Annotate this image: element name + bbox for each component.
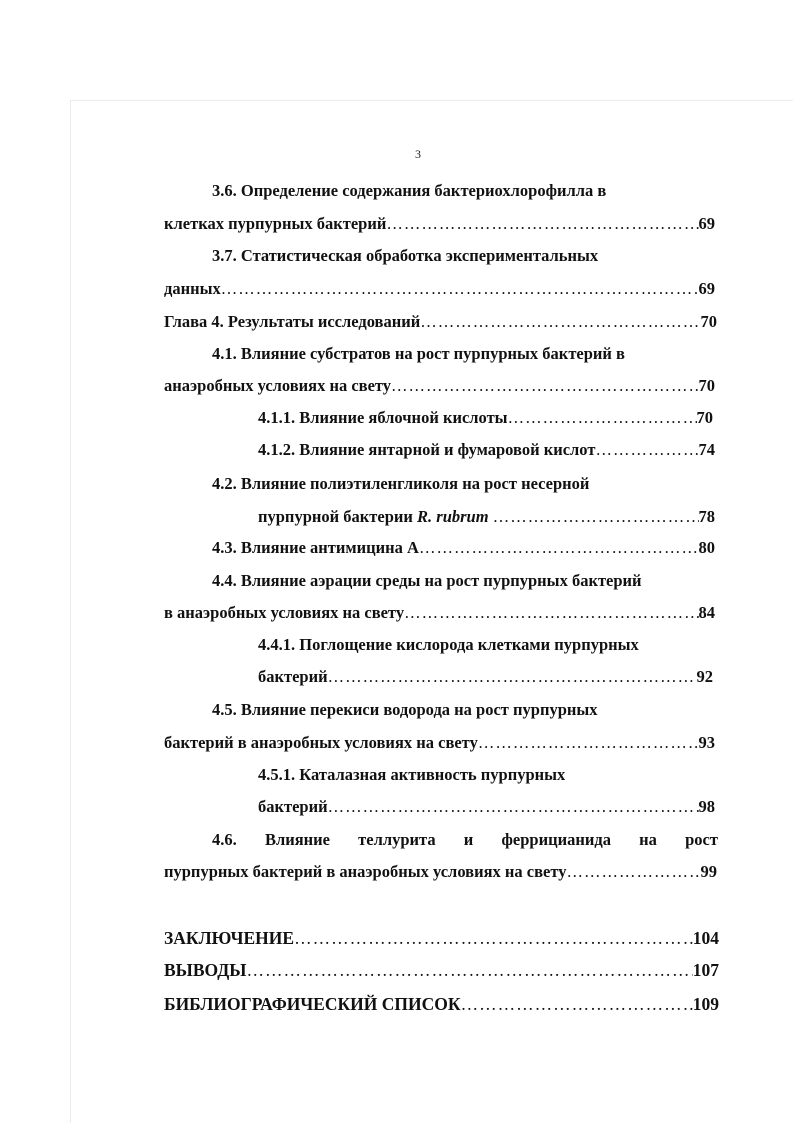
toc-4-5-1-entry [258, 797, 715, 823]
toc-4-6-word: рост [685, 830, 718, 849]
toc-findings-entry [164, 960, 719, 986]
toc-4-6-line2: пурпурных бактерий в анаэробных условиях на свету [164, 862, 567, 881]
toc-4-6-word: феррицианида [501, 830, 611, 849]
toc-4-4-entry [164, 603, 715, 629]
toc-4-5-1-line1: 4.5.1. Каталазная активность пурпурных [258, 765, 566, 784]
toc-conclusion-entry [164, 928, 719, 954]
toc-4-1-2-title: 4.1.2. Влияние янтарной и фумаровой кислот [258, 440, 596, 459]
toc-4-1-1-entry [258, 408, 713, 434]
toc-4-1-1-title: 4.1.1. Влияние яблочной кислоты [258, 408, 508, 427]
dot-leader [404, 603, 698, 623]
toc-4-5-1-page: 98 [698, 797, 715, 816]
toc-4-6-word: и [463, 830, 474, 849]
toc-conclusion-page: 104 [692, 928, 719, 948]
dot-leader [508, 408, 697, 428]
toc-chapter-4-entry [164, 312, 717, 338]
toc-3-7-line2: данных [164, 279, 221, 298]
toc-4-4-page: 84 [698, 603, 715, 622]
dot-leader [461, 994, 693, 1015]
toc-bibliography-title: БИБЛИОГРАФИЧЕСКИЙ СПИСОК [164, 994, 461, 1014]
dot-leader [328, 667, 697, 687]
toc-3-7-entry [164, 279, 715, 305]
toc-4-4-1-entry [258, 667, 713, 693]
dot-leader [566, 862, 700, 882]
toc-4-5-line1: 4.5. Влияние перекиси водорода на рост пурпурных [212, 700, 598, 719]
toc-3-7-page: 69 [698, 279, 715, 298]
dot-leader [419, 538, 699, 558]
toc-4-3-title: 4.3. Влияние антимицина А [212, 538, 419, 557]
toc-4-2-line1: 4.2. Влияние полиэтиленгликоля на рост несерной [212, 474, 590, 493]
toc-4-6-word: 4.6. [212, 830, 237, 849]
dot-leader [478, 733, 699, 753]
toc-4-2-page: 78 [698, 507, 715, 526]
toc-4-5-page: 93 [698, 733, 715, 752]
dot-leader [247, 960, 693, 981]
toc-4-5-entry [164, 733, 715, 759]
toc-findings-title: ВЫВОДЫ [164, 960, 247, 980]
toc-4-6-word: на [639, 830, 657, 849]
toc-4-3-entry [212, 538, 715, 564]
toc-4-6-entry [164, 862, 717, 888]
toc-4-1-entry [164, 376, 715, 402]
toc-4-6-page: 99 [700, 862, 717, 881]
dot-leader [386, 214, 698, 234]
toc-4-5-line2: бактерий в анаэробных условиях на свету [164, 733, 478, 752]
toc-4-6-line1 [212, 830, 718, 856]
toc-3-6-line1: 3.6. Определение содержания бактериохлорофилла в [212, 181, 607, 200]
toc-4-5-1-line2: бактерий [258, 797, 328, 816]
dot-leader [328, 797, 699, 817]
toc-4-4-1-line2: бактерий [258, 667, 328, 686]
toc-conclusion-title: ЗАКЛЮЧЕНИЕ [164, 928, 295, 948]
toc-bibliography-page: 109 [692, 994, 719, 1014]
dot-leader [493, 507, 699, 527]
toc-4-4-line2: в анаэробных условиях на свету [164, 603, 405, 622]
toc-4-4-1-page: 92 [696, 667, 713, 686]
page-number: 3 [415, 147, 421, 161]
toc-4-2-entry [258, 507, 715, 533]
toc-4-2-species: R. rubrum [417, 507, 489, 526]
toc-4-4-1-line1: 4.4.1. Поглощение кислорода клетками пурпурных [258, 635, 639, 654]
toc-4-1-line1: 4.1. Влияние субстратов на рост пурпурных бактерий в [212, 344, 625, 363]
dot-leader [221, 279, 699, 299]
dot-leader [391, 376, 698, 396]
toc-4-4-line1: 4.4. Влияние аэрации среды на рост пурпурных бактерий [212, 571, 642, 590]
toc-4-6-word: теллурита [358, 830, 436, 849]
toc-3-6-page: 69 [698, 214, 715, 233]
toc-3-6-line2: клетках пурпурных бактерий [164, 214, 387, 233]
toc-chapter-4-title: Глава 4. Результаты исследований [164, 312, 421, 331]
dot-leader [420, 312, 700, 332]
toc-chapter-4-page: 70 [700, 312, 717, 331]
toc-4-3-page: 80 [698, 538, 715, 557]
toc-bibliography-entry [164, 994, 719, 1020]
toc-4-1-1-page: 70 [696, 408, 713, 427]
toc-4-1-2-entry [258, 440, 715, 466]
toc-3-6-entry [164, 214, 715, 240]
toc-4-1-line2: анаэробных условиях на свету [164, 376, 392, 395]
toc-3-7-line1: 3.7. Статистическая обработка экспериментальных [212, 246, 599, 265]
dot-leader [595, 440, 698, 460]
toc-4-1-page: 70 [698, 376, 715, 395]
toc-findings-page: 107 [692, 960, 719, 980]
toc-4-2-line2: пурпурной бактерии [258, 507, 413, 526]
dot-leader [294, 928, 693, 949]
toc-4-6-word: Влияние [264, 830, 330, 849]
toc-4-1-2-page: 74 [698, 440, 715, 459]
